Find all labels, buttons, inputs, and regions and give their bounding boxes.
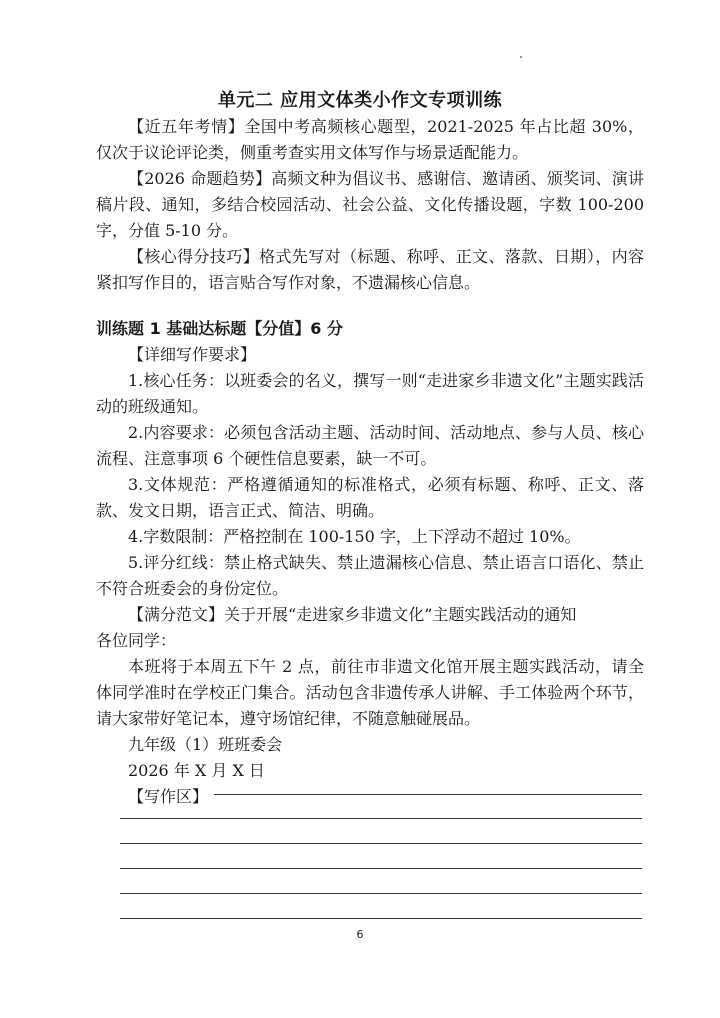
intro-section	[96, 114, 644, 296]
intro-tips: 【核心得分技巧】格式先写对（标题、称呼、正文、落款、日期），内容紧扣写作目的，语言贴合写作对象，不遗漏核心信息。	[96, 247, 644, 292]
sample-heading	[96, 602, 644, 628]
sample-title: 关于开展“走进家乡非遗文化”主题实践活动的通知	[224, 605, 577, 624]
sample-label: 【满分范文】	[128, 605, 225, 624]
writing-line[interactable]	[120, 868, 642, 869]
writing-area-label: 【写作区】	[128, 787, 209, 806]
requirement-item: 2.内容要求：必须包含活动主题、活动时间、活动地点、参与人员、核心流程、注意事项 6 个硬性信息要素，缺一不可。	[96, 423, 644, 468]
intro-exam-history: 【近五年考情】全国中考高频核心题型，2021-2025 年占比超 30%，仅次于议论评论类，侧重考查实用文体写作与场景适配能力。	[96, 117, 644, 162]
requirement-item: 4.字数限制：严格控制在 100-150 字，上下浮动不超过 10%。	[128, 527, 581, 546]
writing-line[interactable]	[120, 818, 642, 819]
page-number: 6	[356, 928, 364, 941]
sample-date: 2026 年 X 月 X 日	[128, 761, 265, 780]
writing-line[interactable]	[120, 893, 642, 894]
sample-salutation: 各位同学：	[96, 631, 177, 650]
sample-body: 本班将于本周五下午 2 点，前往市非遗文化馆开展主题实践活动，请全体同学准时在学校正门集合。活动包含非遗传承人讲解、手工体验两个环节，请大家带好笔记本，遵守场馆纪律，不随意触碰展品。	[96, 657, 644, 728]
exercise-section	[96, 316, 644, 810]
requirement-item: 5.评分红线：禁止格式缺失、禁止遗漏核心信息、禁止语言口语化、禁止不符合班委会的身份定位。	[96, 553, 644, 598]
scan-speck	[520, 56, 522, 58]
sample-signature: 九年级（1）班班委会	[128, 735, 283, 754]
requirement-item: 3.文体规范：严格遵循通知的标准格式，必须有标题、称呼、正文、落款、发文日期，语言正式、简洁、明确。	[96, 475, 644, 520]
unit-title: 单元二 应用文体类小作文专项训练	[217, 90, 503, 111]
writing-line[interactable]	[214, 794, 642, 795]
requirement-item: 1.核心任务：以班委会的名义，撰写一则“走进家乡非遗文化”主题实践活动的班级通知。	[96, 371, 644, 416]
writing-line[interactable]	[120, 918, 642, 919]
writing-line[interactable]	[120, 843, 642, 844]
intro-trend: 【2026 命题趋势】高频文种为倡议书、感谢信、邀请函、颁奖词、演讲稿片段、通知，多结合校园活动、社会公益、文化传播设题，字数 100-200 字，分值 5-10 分。	[96, 169, 644, 240]
requirements-label: 【详细写作要求】	[128, 345, 257, 364]
exercise-heading: 训练题 1 基础达标题【分值】6 分	[96, 319, 343, 338]
